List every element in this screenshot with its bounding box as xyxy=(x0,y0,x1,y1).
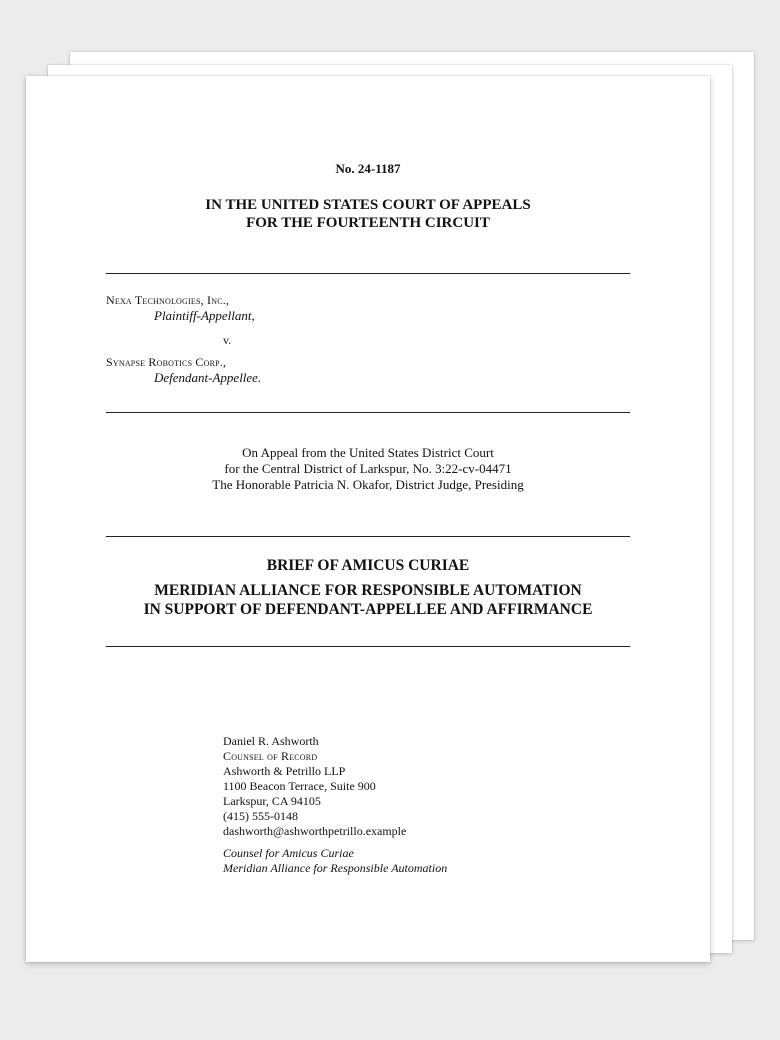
court-heading xyxy=(106,196,630,232)
document-cover-page xyxy=(26,76,710,962)
counsel-for-line-2: Meridian Alliance for Responsible Automation xyxy=(223,861,448,875)
court-line-1: IN THE UNITED STATES COURT OF APPEALS xyxy=(205,197,531,213)
appeal-line-3: The Honorable Patricia N. Okafor, District Judge, Presiding xyxy=(212,477,524,492)
docket-number: No. 24-1187 xyxy=(335,161,401,176)
counsel-block xyxy=(223,734,447,876)
caption-versus: v. xyxy=(223,333,232,347)
counsel-name: Daniel R. Ashworth xyxy=(223,734,319,748)
counsel-phone: (415) 555-0148 xyxy=(223,809,298,823)
brief-title: BRIEF OF AMICUS CURIAE xyxy=(266,557,470,574)
divider-rule xyxy=(106,536,630,537)
appellee-name: Synapse Robotics Corp., xyxy=(106,355,227,369)
appellant-name: Nexa Technologies, Inc., xyxy=(106,293,230,307)
divider-rule xyxy=(106,273,630,274)
caption-appellee xyxy=(106,355,261,386)
appeal-from-block xyxy=(106,445,630,493)
counsel-email: dashworth@ashworthpetrillo.example xyxy=(223,824,407,838)
brief-line-2: IN SUPPORT OF DEFENDANT-APPELLEE AND AFFIRMANCE xyxy=(143,601,593,618)
brief-line-1: MERIDIAN ALLIANCE FOR RESPONSIBLE AUTOMATION xyxy=(154,582,582,599)
appeal-line-1: On Appeal from the United States District Court xyxy=(242,445,494,460)
brief-subtitle xyxy=(106,581,630,619)
appellant-role: Plaintiff-Appellant, xyxy=(154,308,255,323)
divider-rule xyxy=(106,412,630,413)
counsel-address-2: Larkspur, CA 94105 xyxy=(223,794,321,808)
caption-appellant xyxy=(106,293,255,324)
appeal-line-2: for the Central District of Larkspur, No. 3:22-cv-04471 xyxy=(224,461,512,476)
counsel-address-1: 1100 Beacon Terrace, Suite 900 xyxy=(223,779,376,793)
counsel-role: Counsel of Record xyxy=(223,749,318,763)
appellee-role: Defendant-Appellee. xyxy=(154,370,262,385)
divider-rule xyxy=(106,646,630,647)
counsel-for-line-1: Counsel for Amicus Curiae xyxy=(223,846,354,860)
court-line-2: FOR THE FOURTEENTH CIRCUIT xyxy=(246,215,490,231)
counsel-firm: Ashworth & Petrillo LLP xyxy=(223,764,346,778)
